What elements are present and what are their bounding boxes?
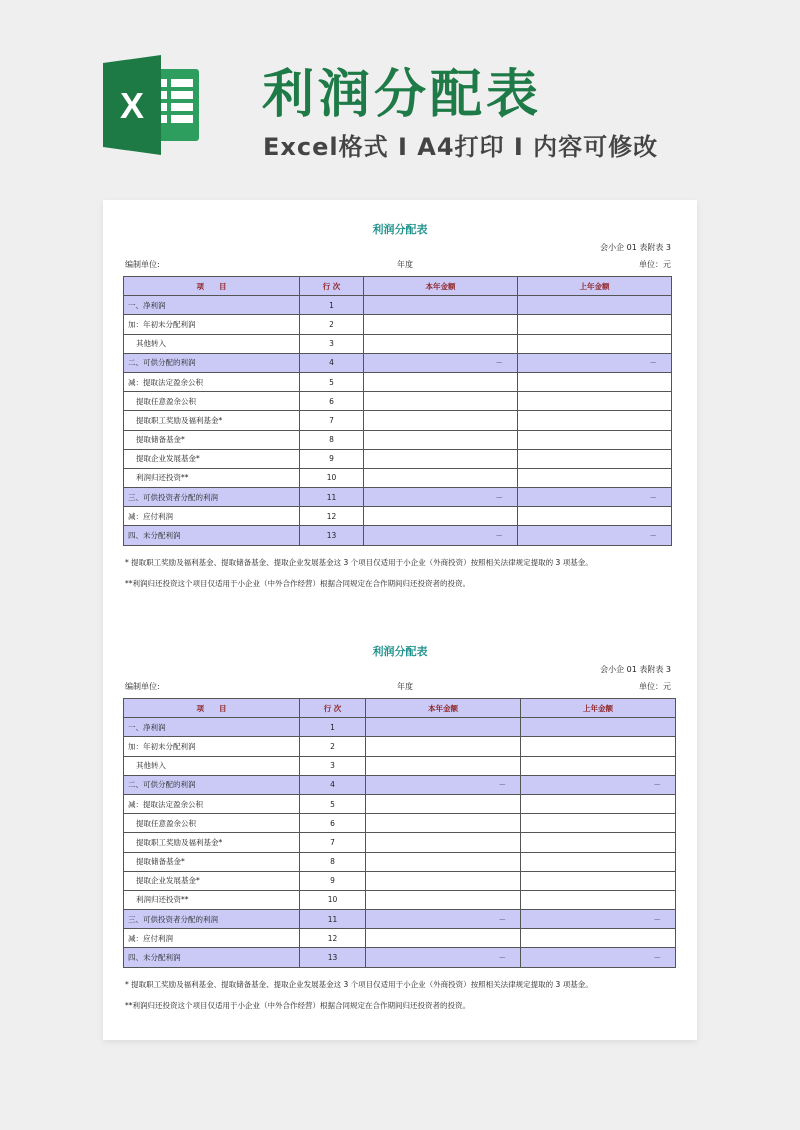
col-line: 行 次: [300, 277, 364, 296]
table-row: 利润归还投资** 10: [124, 468, 672, 487]
unit-label: 编制单位:: [125, 260, 160, 269]
table-row: 二、可供分配的利润 4 － －: [124, 775, 676, 794]
report-title: 利润分配表: [372, 645, 428, 658]
currency-label: 单位：元: [639, 682, 671, 691]
col-current: 本年金额: [366, 699, 521, 718]
table-row: 减：提取法定盈余公积 5: [124, 794, 676, 813]
table-row: 三、可供投资者分配的利润 11 － －: [124, 488, 672, 507]
table-row: 一、净利润 1: [124, 296, 672, 315]
table-row: 提取任意盈余公积 6: [124, 392, 672, 411]
year-label: 年度: [397, 260, 413, 269]
footnote-2: **利润归还投资这个项目仅适用于小企业（中外合作经营）根据合同规定在合作期间归还投资者的投资。: [125, 1001, 470, 1010]
banner-header: [0, 0, 800, 200]
table-row: 提取企业发展基金* 9: [124, 449, 672, 468]
table-row: 四、未分配利润 13 － －: [124, 948, 676, 967]
table-row: 四、未分配利润 13 － －: [124, 526, 672, 545]
report-block-2: [103, 622, 697, 1042]
table-row: 提取职工奖励及福利基金* 7: [124, 833, 676, 852]
document-sheet: [103, 200, 697, 1040]
report-ref: 会小企 01 表附表 3: [600, 665, 671, 674]
report-block-1: [103, 200, 697, 620]
col-item: 项 目: [124, 277, 300, 296]
col-current: 本年金额: [364, 277, 518, 296]
table-row: 其他转入 3: [124, 334, 672, 353]
footnote-1: * 提取职工奖励及福利基金、提取储备基金、提取企业发展基金这 3 个项目仅适用于小企业（外商投资）按照相关法律规定提取的 3 项基金。: [125, 558, 593, 567]
table-row: 加：年初未分配利润 2: [124, 737, 676, 756]
banner-title: 利润分配表: [262, 65, 543, 125]
table-row: 加：年初未分配利润 2: [124, 315, 672, 334]
table-row: 提取储备基金* 8: [124, 852, 676, 871]
table-row: 提取企业发展基金* 9: [124, 871, 676, 890]
year-label: 年度: [397, 682, 413, 691]
svg-text:X: X: [119, 85, 145, 126]
table-row: 三、可供投资者分配的利润 11 － －: [124, 910, 676, 929]
table-row: 减：应付利润 12: [124, 507, 672, 526]
table-row: 提取职工奖励及福利基金* 7: [124, 411, 672, 430]
table-row: 利润归还投资** 10: [124, 890, 676, 909]
excel-logo-icon: [103, 55, 203, 155]
profit-table: [123, 276, 672, 546]
col-previous: 上年金额: [521, 699, 676, 718]
table-row: 二、可供分配的利润 4 － －: [124, 353, 672, 372]
table-row: 减：提取法定盈余公积 5: [124, 372, 672, 391]
currency-label: 单位：元: [639, 260, 671, 269]
footnote-1: * 提取职工奖励及福利基金、提取储备基金、提取企业发展基金这 3 个项目仅适用于小企业（外商投资）按照相关法律规定提取的 3 项基金。: [125, 980, 593, 989]
table-row: 提取任意盈余公积 6: [124, 814, 676, 833]
footnote-2: **利润归还投资这个项目仅适用于小企业（中外合作经营）根据合同规定在合作期间归还投资者的投资。: [125, 579, 470, 588]
col-line: 行 次: [300, 699, 366, 718]
report-title: 利润分配表: [372, 223, 428, 236]
profit-table: [123, 698, 676, 968]
col-item: 项 目: [124, 699, 300, 718]
report-ref: 会小企 01 表附表 3: [600, 243, 671, 252]
banner-subtitle: Excel格式 I A4打印 I 内容可修改: [263, 133, 659, 161]
table-row: 一、净利润 1: [124, 718, 676, 737]
col-previous: 上年金额: [518, 277, 672, 296]
table-row: 其他转入 3: [124, 756, 676, 775]
table-row: 减：应付利润 12: [124, 929, 676, 948]
unit-label: 编制单位:: [125, 682, 160, 691]
table-row: 提取储备基金* 8: [124, 430, 672, 449]
